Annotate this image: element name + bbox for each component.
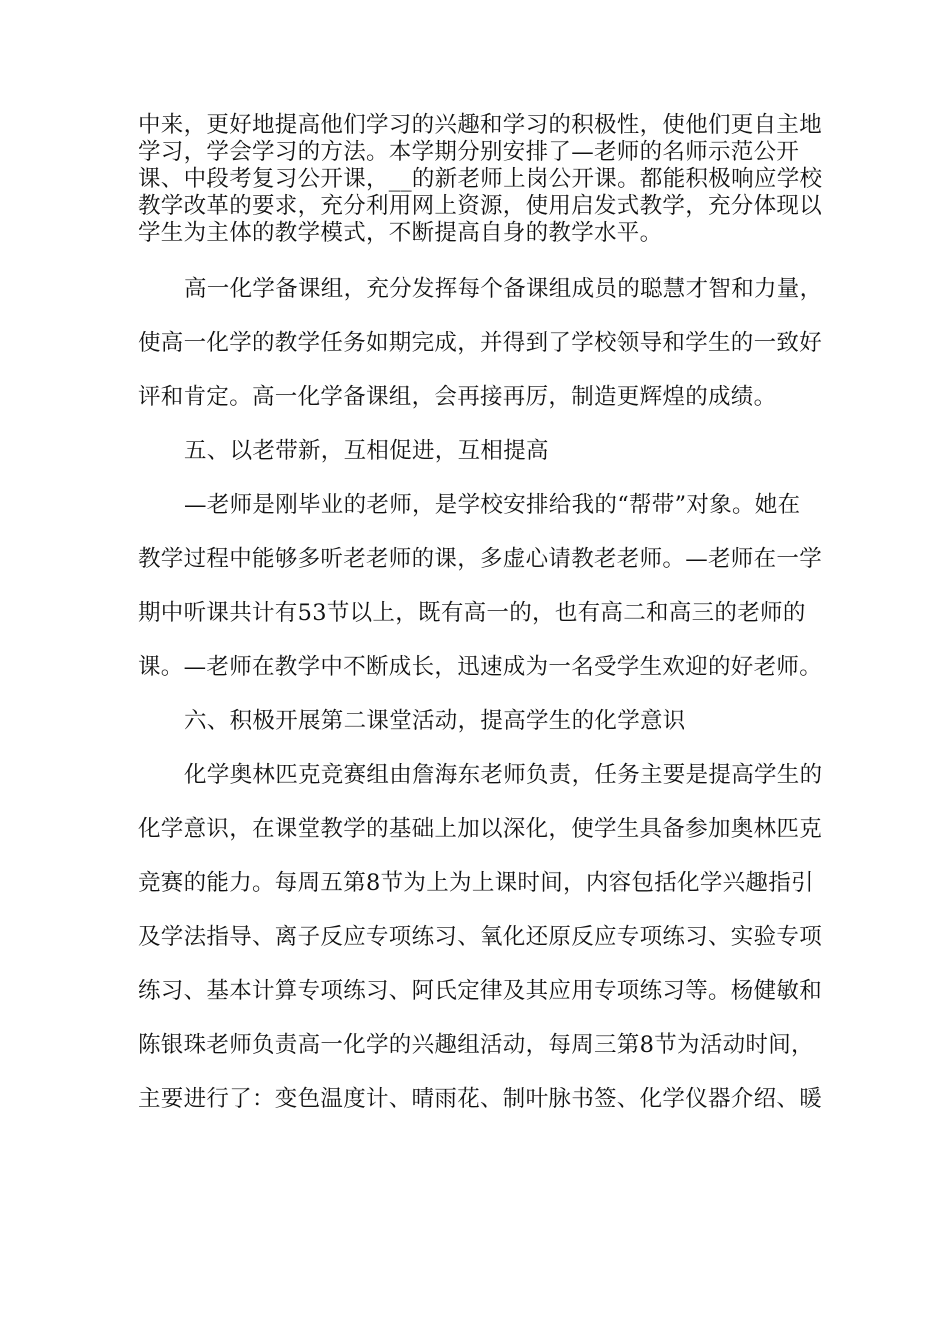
text-line: 练习、基本计算专项练习、阿氏定律及其应用专项练习等。杨健敏和 — [138, 978, 823, 1004]
text-line: 课。—老师在教学中不断成长，迅速成为一名受学生欢迎的好老师。 — [138, 654, 823, 680]
text-line: 中来，更好地提高他们学习的兴趣和学习的积极性，使他们更自主地 — [138, 112, 823, 138]
text-line: 陈银珠老师负责高一化学的兴趣组活动，每周三第8节为活动时间， — [138, 1032, 814, 1058]
text-line: 竞赛的能力。每周五第8节为上为上课时间，内容包括化学兴趣指引 — [138, 870, 814, 896]
text-line: 及学法指导、离子反应专项练习、氧化还原反应专项练习、实验专项 — [138, 924, 823, 950]
text-line: 使高一化学的教学任务如期完成，并得到了学校领导和学生的一致好 — [138, 330, 823, 356]
section-heading: 六、积极开展第二课堂活动，提高学生的化学意识 — [184, 708, 686, 734]
text-line: 期中听课共计有53节以上，既有高一的，也有高二和高三的老师的 — [138, 600, 806, 626]
paragraph-body — [138, 262, 828, 1126]
paragraph-first-line: —老师是刚毕业的老师，是学校安排给我的“帮带”对象。她在 — [184, 492, 801, 518]
text-line: 课、中段考复习公开课，__的新老师上岗公开课。都能积极响应学校 — [138, 166, 823, 192]
text-line: 主要进行了：变色温度计、晴雨花、制叶脉书签、化学仪器介绍、暖 — [138, 1086, 823, 1112]
paragraph-first-line: 高一化学备课组，充分发挥每个备课组成员的聪慧才智和力量， — [184, 276, 823, 302]
text-line: 学习，学会学习的方法。本学期分别安排了—老师的名师示范公开 — [138, 139, 800, 165]
section-heading: 五、以老带新，互相促进，互相提高 — [184, 438, 549, 464]
text-line: 教学改革的要求，充分利用网上资源，使用启发式教学，充分体现以 — [138, 193, 823, 219]
text-line: 化学意识，在课堂教学的基础上加以深化，使学生具备参加奥林匹克 — [138, 816, 823, 842]
paragraph-dense — [138, 112, 828, 247]
text-line: 评和肯定。高一化学备课组，会再接再厉，制造更辉煌的成绩。 — [138, 384, 777, 410]
text-line: 教学过程中能够多听老老师的课，多虚心请教老老师。—老师在一学 — [138, 546, 823, 572]
text-line: 学生为主体的教学模式，不断提高自身的教学水平。 — [138, 220, 663, 246]
paragraph-first-line: 化学奥林匹克竞赛组由詹海东老师负责，任务主要是提高学生的 — [184, 762, 823, 788]
